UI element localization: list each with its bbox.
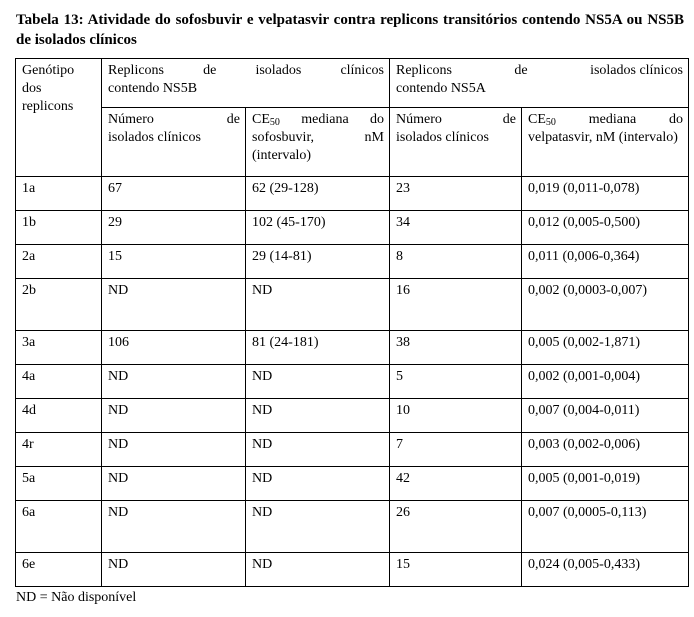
ec50-subscript: 50 — [545, 117, 556, 128]
ec50-prefix: CE — [528, 112, 546, 127]
table-row — [16, 245, 689, 279]
cell-ns5a-count: 16 — [390, 279, 522, 331]
table-row — [16, 331, 689, 365]
cell-sofosbuvir-ec50: 81 (24-181) — [246, 331, 390, 365]
cell-velpatasvir-ec50: 0,005 (0,002-1,871) — [522, 331, 689, 365]
table-row — [16, 177, 689, 211]
cell-velpatasvir-ec50: 0,012 (0,005-0,500) — [522, 211, 689, 245]
header-count-line1 — [396, 111, 516, 129]
header-row-group — [16, 59, 689, 108]
table-body — [16, 59, 689, 587]
cell-sofosbuvir-ec50: ND — [246, 553, 390, 587]
table-row — [16, 553, 689, 587]
cell-ns5a-count: 38 — [390, 331, 522, 365]
cell-ns5b-count: ND — [102, 501, 246, 553]
cell-velpatasvir-ec50: 0,024 (0,005-0,433) — [522, 553, 689, 587]
cell-velpatasvir-ec50: 0,002 (0,0003-0,007) — [522, 279, 689, 331]
cell-velpatasvir-ec50: 0,005 (0,001-0,019) — [522, 467, 689, 501]
cell-velpatasvir-ec50: 0,007 (0,004-0,011) — [522, 399, 689, 433]
cell-ns5a-count: 5 — [390, 365, 522, 399]
cell-sofosbuvir-ec50: ND — [246, 467, 390, 501]
cell-ns5a-count: 7 — [390, 433, 522, 467]
header-velpatasvir-ec50 — [522, 108, 689, 177]
cell-velpatasvir-ec50: 0,011 (0,006-0,364) — [522, 245, 689, 279]
header-count-line2: isolados clínicos — [396, 130, 489, 145]
cell-genotype: 4r — [16, 433, 102, 467]
cell-ns5b-count: ND — [102, 399, 246, 433]
header-ns5b-line2: contendo NS5B — [108, 81, 198, 96]
cell-ns5a-count: 23 — [390, 177, 522, 211]
header-sofosbuvir-ec50 — [246, 108, 390, 177]
cell-ns5a-count: 10 — [390, 399, 522, 433]
cell-sofosbuvir-ec50: ND — [246, 399, 390, 433]
cell-ns5b-count: 106 — [102, 331, 246, 365]
cell-sofosbuvir-ec50: 62 (29-128) — [246, 177, 390, 211]
header-genotype-text: Genótipo dos replicons — [22, 63, 75, 114]
header-ns5a-line1 — [396, 62, 683, 80]
header-word: isolados — [255, 63, 302, 78]
table-caption: Tabela 13: Atividade do sofosbuvir e velpatasvir contra replicons transitórios contendo NS5A ou NS5B de isolados clínicos — [16, 12, 684, 48]
cell-ns5b-count: ND — [102, 279, 246, 331]
header-ns5b-count — [102, 108, 246, 177]
cell-genotype: 5a — [16, 467, 102, 501]
cell-velpatasvir-ec50: 0,002 (0,001-0,004) — [522, 365, 689, 399]
header-word: de — [226, 112, 240, 127]
cell-sofosbuvir-ec50: ND — [246, 279, 390, 331]
cell-velpatasvir-ec50: 0,019 (0,011-0,078) — [522, 177, 689, 211]
header-ns5a-line2: contendo NS5A — [396, 81, 486, 96]
cell-ns5b-count: ND — [102, 365, 246, 399]
cell-ns5b-count: ND — [102, 553, 246, 587]
cell-velpatasvir-ec50: 0,003 (0,002-0,006) — [522, 433, 689, 467]
cell-ns5a-count: 15 — [390, 553, 522, 587]
header-count-line1 — [108, 111, 240, 129]
header-ns5b-group — [102, 59, 390, 108]
cell-sofosbuvir-ec50: ND — [246, 433, 390, 467]
table-row — [16, 211, 689, 245]
cell-ns5b-count: ND — [102, 433, 246, 467]
cell-ns5a-count: 26 — [390, 501, 522, 553]
cell-sofosbuvir-ec50: ND — [246, 365, 390, 399]
header-word: clínicos — [340, 63, 384, 78]
header-word: de — [203, 63, 217, 78]
ec50-rest: mediana do sofosbuvir, nM (intervalo) — [252, 112, 384, 163]
header-ns5a-group — [390, 59, 689, 108]
header-word: de — [502, 112, 516, 127]
cell-ns5b-count: 15 — [102, 245, 246, 279]
header-word: de — [514, 63, 528, 78]
header-ns5a-count — [390, 108, 522, 177]
table-row — [16, 467, 689, 501]
data-table — [15, 58, 689, 587]
cell-genotype: 2a — [16, 245, 102, 279]
table-row — [16, 399, 689, 433]
cell-ns5b-count: 67 — [102, 177, 246, 211]
cell-genotype: 3a — [16, 331, 102, 365]
cell-genotype: 1a — [16, 177, 102, 211]
header-word: isolados clínicos — [590, 63, 683, 78]
header-ns5b-line1 — [108, 62, 384, 80]
header-word: Número — [108, 112, 154, 127]
header-word: Replicons — [108, 63, 164, 78]
table-row — [16, 501, 689, 553]
header-count-line2: isolados clínicos — [108, 130, 201, 145]
cell-genotype: 4a — [16, 365, 102, 399]
header-row-columns — [16, 108, 689, 177]
cell-ns5a-count: 34 — [390, 211, 522, 245]
cell-genotype: 1b — [16, 211, 102, 245]
header-genotype — [16, 59, 102, 177]
header-word: Número — [396, 112, 442, 127]
table-row — [16, 279, 689, 331]
cell-sofosbuvir-ec50: 29 (14-81) — [246, 245, 390, 279]
cell-genotype: 6a — [16, 501, 102, 553]
cell-ns5a-count: 42 — [390, 467, 522, 501]
cell-sofosbuvir-ec50: 102 (45-170) — [246, 211, 390, 245]
table-row — [16, 365, 689, 399]
ec50-rest: mediana do velpatasvir, nM (intervalo) — [528, 112, 683, 145]
cell-genotype: 4d — [16, 399, 102, 433]
cell-ns5a-count: 8 — [390, 245, 522, 279]
header-word: Replicons — [396, 63, 452, 78]
table-row — [16, 433, 689, 467]
cell-ns5b-count: ND — [102, 467, 246, 501]
ec50-subscript: 50 — [269, 117, 280, 128]
cell-velpatasvir-ec50: 0,007 (0,0005-0,113) — [522, 501, 689, 553]
cell-ns5b-count: 29 — [102, 211, 246, 245]
cell-genotype: 2b — [16, 279, 102, 331]
table-footnote: ND = Não disponível — [16, 590, 137, 605]
cell-genotype: 6e — [16, 553, 102, 587]
cell-sofosbuvir-ec50: ND — [246, 501, 390, 553]
ec50-prefix: CE — [252, 112, 270, 127]
